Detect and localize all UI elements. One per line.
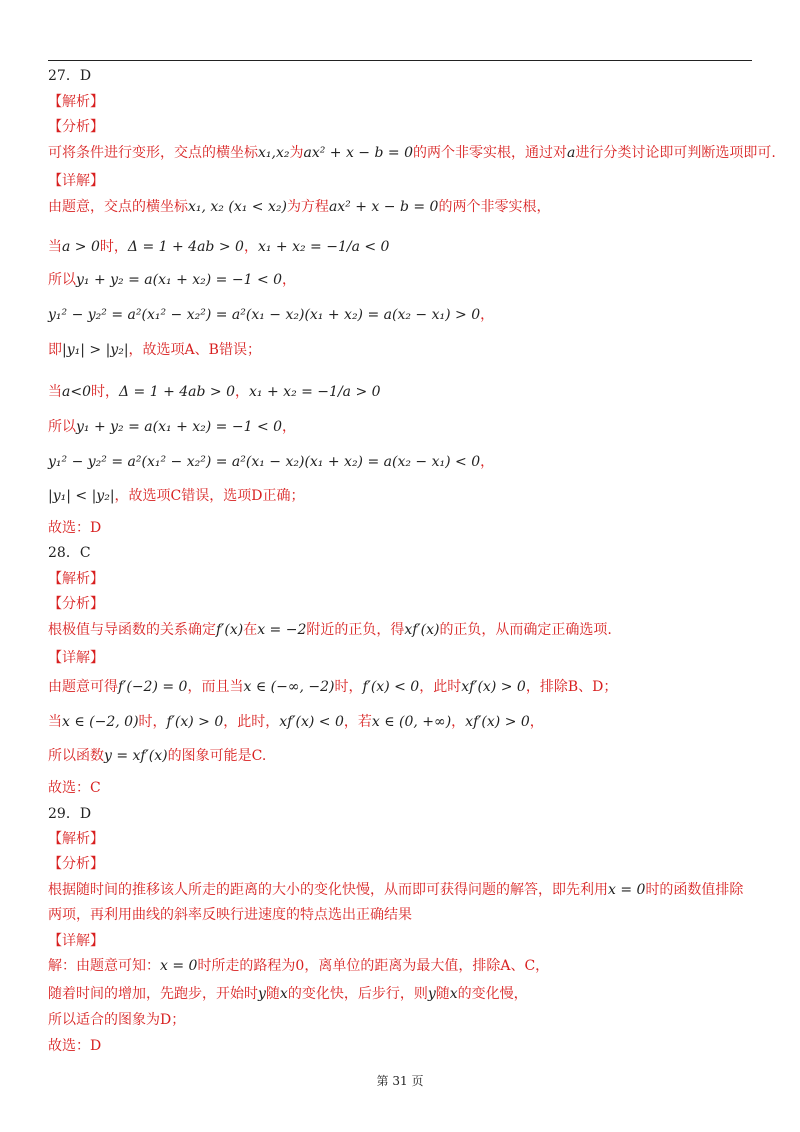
section-tag: 【分析】	[48, 119, 104, 135]
solution-line: 由题意，交点的横坐标x₁, x₂ (x₁ < x₂)为方程ax² + x − b = 0的两个非零实根，	[48, 199, 551, 215]
header-rule	[48, 60, 752, 61]
question-number: 29．D	[48, 806, 92, 822]
solution-line: y₁² − y₂² = a²(x₁² − x₂²) = a²(x₁ − x₂)(x₁ + x₂) = a(x₂ − x₁) > 0，	[48, 307, 495, 323]
solution-line: 当a<0时，Δ = 1 + 4ab > 0，x₁ + x₂ = −1/a > 0	[48, 384, 381, 400]
solution-line: 由题意可得f′(−2) = 0，而且当x ∈ (−∞, −2)时，f′(x) < 0，此时xf′(x) > 0，排除B、D；	[48, 679, 618, 695]
solution-line: 两项，再利用曲线的斜率反映行进速度的特点选出正确结果	[48, 907, 412, 923]
solution-line: 即|y₁| > |y₂|，故选项A、B错误；	[48, 342, 261, 358]
solution-line: 解：由题意可知：x = 0时所走的路程为0，离单位的距离为最大值，排除A、C，	[48, 958, 550, 974]
section-tag: 【解析】	[48, 571, 104, 587]
section-tag: 【详解】	[48, 933, 104, 949]
solution-line: 根极值与导函数的关系确定f′(x)在x = −2附近的正负，得xf′(x)的正负，从而确定正确选项.	[48, 622, 612, 638]
solution-line: 所以函数y = xf′(x)的图象可能是C.	[48, 748, 267, 764]
section-tag: 【解析】	[48, 831, 104, 847]
solution-line: 当x ∈ (−2, 0)时，f′(x) > 0，此时，xf′(x) < 0，若x ∈ (0, +∞)，xf′(x) > 0，	[48, 714, 544, 730]
question-number: 28．C	[48, 545, 91, 561]
solution-line: y₁² − y₂² = a²(x₁² − x₂²) = a²(x₁ − x₂)(x₁ + x₂) = a(x₂ − x₁) < 0，	[48, 454, 495, 470]
solution-line: 当a > 0时，Δ = 1 + 4ab > 0，x₁ + x₂ = −1/a < 0	[48, 239, 390, 255]
solution-line: 所以适合的图象为D；	[48, 1012, 186, 1028]
solution-line: 故选：D	[48, 520, 102, 536]
question-number: 27．D	[48, 68, 92, 84]
solution-line: |y₁| < |y₂|，故选项C错误，选项D正确；	[48, 488, 305, 504]
section-tag: 【分析】	[48, 596, 104, 612]
solution-line: 所以y₁ + y₂ = a(x₁ + x₂) = −1 < 0，	[48, 419, 297, 435]
solution-line: 可将条件进行变形，交点的横坐标x₁,x₂为ax² + x − b = 0的两个非零实根，通过对a进行分类讨论即可判断选项即可.	[48, 145, 776, 161]
solution-line: 根据随时间的推移该人所走的距离的大小的变化快慢，从而即可获得问题的解答，即先利用x = 0时的函数值排除	[48, 882, 744, 898]
solution-line: 故选：D	[48, 1038, 102, 1054]
page-footer: 第 31 页	[376, 1074, 424, 1088]
solution-line: 故选：C	[48, 780, 101, 796]
section-tag: 【解析】	[48, 94, 104, 110]
section-tag: 【分析】	[48, 856, 104, 872]
section-tag: 【详解】	[48, 650, 104, 666]
solution-line: 所以y₁ + y₂ = a(x₁ + x₂) = −1 < 0，	[48, 272, 297, 288]
solution-line: 随着时间的增加，先跑步，开始时y随x的变化快，后步行，则y随x的变化慢，	[48, 986, 528, 1002]
section-tag: 【详解】	[48, 173, 104, 189]
